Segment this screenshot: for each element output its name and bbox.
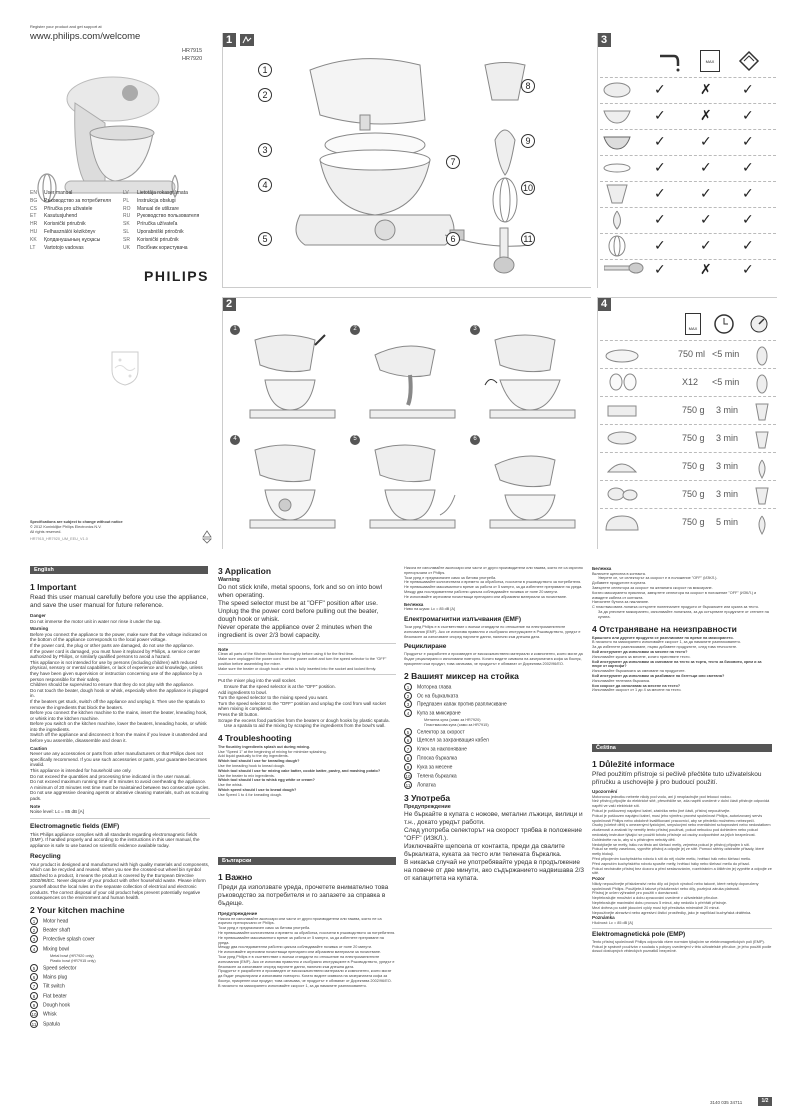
trouble-q: Кой инструмент да използвам за месене на тесто? xyxy=(592,649,688,654)
bowl-icon xyxy=(602,107,632,125)
flat-beater-icon xyxy=(604,183,630,205)
cloth-icon xyxy=(738,50,760,72)
cream-icon xyxy=(602,344,642,364)
caution-item: A minimum of 20 minutes rest time must be maintained between two consecutive cycles. xyxy=(30,784,210,790)
warning-item: If the power cord, the plug or other parts are damaged, do not use the appliance. xyxy=(30,642,194,648)
legal-block xyxy=(30,520,180,542)
part-row: 7 Tilt switch xyxy=(30,982,210,991)
lang-row[interactable]: CS Příručka pro uživatele xyxy=(30,205,93,212)
cake-icon xyxy=(602,400,642,420)
part-row: 11 Spatula xyxy=(31,1020,60,1027)
callout-2: 2 xyxy=(258,88,272,102)
trouble-a: В началото на миксирането използвайте скорост 1, за да намалите разплискването. xyxy=(592,640,741,645)
check-cell: ✓ xyxy=(654,237,666,253)
danger-title: Danger xyxy=(30,613,46,618)
warning-title: Warning xyxy=(218,577,240,583)
recycling-title: Recycling xyxy=(30,852,61,860)
step-3 xyxy=(470,325,585,425)
recycling-text: Продуктът е разработен и произведен от висококачествени материали и компоненти, които могат да бъдат рециклирани и използвани повторно. Когато видите символа на зачеркнатата кофа за боклук, прикрепен към продукт, това означава, че продуктът е обхванат от Директива 2002/96/ЕО. xyxy=(404,652,583,666)
check-cell: ✓ xyxy=(700,237,712,253)
danger-item: Do not immerse the motor unit in water nor rinse it under the tap. xyxy=(30,618,162,624)
step-item: С пластмасовата лопатка остъргете полепналите продукти от бъркалките или куката за тесто. xyxy=(592,605,760,610)
warning-item: Never operate the appliance over 2 minutes when the ingredient is over 2/3 bowl capacity. xyxy=(218,623,373,639)
lang-row[interactable]: SR Korisnički priručnik xyxy=(123,236,179,243)
step-2 xyxy=(350,325,465,425)
trouble-a: Use Speed 1 to 4 for kneading dough. xyxy=(218,792,282,797)
warning-item: Do not touch the beater, dough hook or whisk, especially when the appliance is plugged in. xyxy=(30,687,209,699)
callout-11: 11 xyxy=(521,232,535,246)
caution-title: Caution xyxy=(30,745,48,751)
step-item: Turn the speed selector to the mixing speed you want. xyxy=(218,695,329,701)
faucet-icon xyxy=(658,50,682,74)
step-6 xyxy=(470,435,585,535)
tool-column-icons xyxy=(750,344,774,540)
panel-3-number: 3 xyxy=(597,33,611,47)
time-cell: 3 min xyxy=(716,433,739,443)
max-label: MAX xyxy=(705,59,715,64)
trouble-a: Използвайте бъркалката за смесване на продуктите. xyxy=(592,669,686,674)
warning-item: В никакъв случай не употребявайте уреда в продължение на повече от две минути, ако съдържанието надвишава 2/3 от капацитета на купата. xyxy=(404,859,584,883)
trouble-q: Which speed should I use to knead dough? xyxy=(218,787,297,792)
check-cell: ✓ xyxy=(700,185,712,201)
warning-item: Children should be supervised to ensure that they do not play with the appliance. xyxy=(30,682,195,688)
callout-5: 5 xyxy=(258,232,272,246)
time-cell: <5 min xyxy=(712,377,740,387)
step-item: Add ingredients to bowl. xyxy=(218,689,268,695)
part-row: 2 Beater shaft xyxy=(30,926,210,935)
quantity-cell: 750 ml xyxy=(678,349,706,359)
english-bar: English xyxy=(30,566,208,574)
spatula-icon xyxy=(604,261,644,275)
timer-icon xyxy=(713,313,735,335)
section-title: 1 Важно xyxy=(218,872,253,882)
emf-text: This Philips appliance complies with all standards regarding electromagnetic fields (EMF). If handled properly and according to the instructions in this user manual, the appliance is safe to use based on scientific evidence available today. xyxy=(30,831,200,848)
bg-safety-text: Продуктът е разработен и произведен от висококачествени материали и компоненти, които могат да бъдат рециклирани и използвани повторно. Когато видите символа на зачеркнатата кофа за боклук, прикрепен към продукт, това означава, че продуктът е обхванат от Директива 2002/96/ЕО. xyxy=(218,969,392,983)
metal-bowl-icon xyxy=(602,133,632,151)
callout-8: 8 xyxy=(521,79,535,93)
trouble-a: Използвайте скорост от 1 до 4 за месене на тесто. xyxy=(592,688,682,693)
splash-cover-icon xyxy=(602,159,632,177)
caution-item: Přístroj je určen výhradně pro použití v domácnosti. xyxy=(592,891,679,896)
quantity-cell: 750 g xyxy=(682,461,705,471)
bg-item: Не превишавайте максималното време за работа от 5 минути, за да избегнете прегряване на уреда. xyxy=(404,585,583,590)
model-2: HR7920 xyxy=(182,56,203,62)
trouble-a: Use the kneading hook to knead dough. xyxy=(218,763,286,768)
language-list-right xyxy=(123,190,218,252)
warning-title: Предупреждение xyxy=(404,804,451,811)
lang-row[interactable]: KK Қолданушының нұсқасы xyxy=(30,236,101,243)
warning-item: Pokud je poškozen napájecí kabel, musí jeho výměnu provést společnost Philips, autorizovaný servis společnosti Philips nebo obdobně kvalifikovaní pracovníci, aby se předešlo možnému nebezpečí. xyxy=(592,813,763,823)
warning-item: Изключвайте щепсела от контакта, преди да свалите бъркалката, куката за тесто или телената бъркалка. xyxy=(404,843,565,859)
caution-item: Do not exceed maximum running time of 5 minutes to avoid overheating the appliance. xyxy=(30,779,207,785)
time-cell: 3 min xyxy=(716,461,739,471)
note-item: Hlučnost: Lc = 85 dB [A] xyxy=(592,920,633,925)
part-row: 3 Protective splash cover xyxy=(30,935,210,944)
check-cell: ✓ xyxy=(742,211,754,227)
warning-item: Before you connect the appliance to the power, make sure that the voltage indicated on the bottom of the appliance corresponds to the local power voltage. xyxy=(30,631,208,643)
time-cell: <5 min xyxy=(712,349,740,359)
dishwasher-icon xyxy=(700,50,720,72)
cover-page xyxy=(30,25,216,550)
section-title: 3 Употреба xyxy=(404,793,451,804)
part-row: 10 Whisk xyxy=(31,1011,57,1018)
warning-item: Osoby (včetně dětí) s omezenými fyzickými, smyslovými nebo mentálními schopnostmi nebo nedostatkem zkušeností a znalostí by neměly tento přístroj používat, pokud nebudou pod dohledem nebo pokud nedostaly instrukce týkající se použití tohoto přístroje od osoby zodpovědné za jejich bezpečnost. xyxy=(592,823,771,837)
register-line: Register your product and get support at xyxy=(30,24,102,29)
time-cell: 3 min xyxy=(716,405,739,415)
bulgarian-column xyxy=(218,868,396,989)
danger-title: Предупреждение xyxy=(218,911,258,916)
caution-item: Nepřekračujte množství a dobu zpracování uvedené v uživatelské příručce. xyxy=(592,896,719,901)
check-cell: ✓ xyxy=(654,159,666,175)
part-row: 6 Mains plug xyxy=(30,973,210,982)
compat-table xyxy=(600,77,776,277)
trouble-a: Use "Speed 1" at the beginning of mixing for minimize splashing. xyxy=(218,749,327,754)
quantity-cell: 750 g xyxy=(682,489,705,499)
trouble-q: Which tool should I use to whisk egg white or cream? xyxy=(218,778,315,783)
part-row: 6 Щепсел за захранващия кабел xyxy=(404,736,584,745)
quantity-cell: 750 g xyxy=(682,405,705,415)
check-cell: ✓ xyxy=(700,159,712,175)
step-item: Натиснете бутона за накланяне. xyxy=(592,600,650,605)
caution-item: Mezi dvěma po sobě jdoucími cykly musí být přestávka minimálně 20 minut. xyxy=(592,905,720,910)
bg-safety-text: Не превишавайте количествата и времето за обработка, посочени в ръководството за потребителя. xyxy=(218,930,396,935)
note-title: Бележка xyxy=(592,566,612,571)
check-cell: ✓ xyxy=(654,185,666,201)
speed-dial-icon xyxy=(748,313,770,335)
recycle-icon xyxy=(200,530,214,544)
egg-icon xyxy=(602,372,642,392)
bg-safety-text: Този уред Philips е в съответствие с всички стандарти по отношение на електромагнитните излъчвания (EMF). Ако се използва правилно и съобразно инструкциите в Ръководството, уредът е безопасен за използване според научните данни, налични към днешна дата. xyxy=(218,954,395,969)
check-cell: ✓ xyxy=(742,261,754,277)
lang-row[interactable]: BG Ръководство за потребителя xyxy=(30,197,111,204)
bg-safety-text: Не превишавайте максималното време за работа от 5 минути, за да избегнете прегряване на уреда. xyxy=(218,935,384,945)
emf-title: Електромагнитни излъчвания (EMF) xyxy=(404,615,522,623)
lang-row[interactable]: HU Felhasználói kézikönyv xyxy=(30,228,96,235)
check-cell: ✓ xyxy=(654,81,666,97)
bg-safety-text: Между два последователни работни цикъла соблюдавайте почивка от поне 20 минути. xyxy=(218,945,373,950)
check-cell: ✓ xyxy=(654,133,666,149)
warning-item: Before you switch on the kitchen machine, lower the beaters, kneading hooks, or whisk into the ingredients. xyxy=(30,721,207,732)
trouble-a: За да избегнете разплискване, първо добавете продуктите, след това течностите. xyxy=(592,645,738,650)
recycling-title: Рециклиране xyxy=(404,643,447,651)
emf-text: Този уред Philips е в съответствие с всички стандарти по отношение на електромагнитните излъчвания (EMF). Ако се използва правилно и съобразно инструкциите в Ръководството, уредът е безопасен за използване според научните данни, налични към днешна дата. xyxy=(404,624,581,639)
recycling-text: Your product is designed and manufactured with high quality materials and components, which can be recycled and reused. When you see the crossed-out wheel bin symbol attached to a product, it means the product is covered by the European Directive 2002/96/EC. Never dispose of your product with other household waste. Please inform yourself about the local rules on the separate collection of electrical and electronic products. The correct disposal of your old product helps prevent potentially negative consequences on the environment and human health. xyxy=(30,861,210,901)
panel-2-number: 2 xyxy=(222,297,236,311)
website-url[interactable]: www.philips.com/welcome xyxy=(30,30,141,42)
lang-row[interactable]: ET Kasutusjuhend xyxy=(30,213,78,220)
step-item: Use a spatula to aid the mixing by scraping the ingredients from the bowl's wall. xyxy=(224,723,386,729)
check-cell: ✓ xyxy=(742,237,754,253)
step-number: 2 xyxy=(350,325,360,335)
section-title: 4 Troubleshooting xyxy=(218,732,292,743)
danger-title: Upozornění xyxy=(592,789,618,794)
panel-1-exploded-view xyxy=(260,50,590,290)
trouble-q: Кой инструмент да използвам за разбиване на белтъци или сметана? xyxy=(592,673,725,678)
emf-title: Elektromagnetická pole (EMP) xyxy=(592,930,686,938)
callout-4: 4 xyxy=(258,178,272,192)
bread-icon xyxy=(602,512,642,534)
check-cell: ✓ xyxy=(654,211,666,227)
bg-item: Между два последователни работни цикъла соблюдавайте почивка от поне 20 минути. xyxy=(404,589,559,594)
section-intro: Преди да използвате уреда, прочетете внимателно това ръководство за потребителя и го запазете за справка в бъдеще. xyxy=(218,884,389,907)
check-cell: ✓ xyxy=(742,107,754,123)
bg-safety-text: Този уред е предназначен само за битова употреба. xyxy=(218,926,311,931)
part-row: 1 Motor head xyxy=(30,917,210,926)
panel-4-number: 4 xyxy=(597,297,611,311)
lang-row[interactable]: HR Korisnički priručnik xyxy=(30,221,86,228)
warning-item: Dohlédněte na to, aby si s přístrojem nehrály děti. xyxy=(592,837,676,842)
callout-7: 7 xyxy=(446,155,460,169)
section-title: 1 Important xyxy=(30,582,77,592)
trouble-q: Брашното или другите продукти се разплискват по време на миксирането. xyxy=(592,635,734,640)
model-1: HR7915 xyxy=(182,48,203,54)
caution-item: Never use any accessories or parts from other manufacturers or that Philips does not specifically recommend. If you use such accessories or parts, your guarantee becomes invalid. xyxy=(30,751,207,768)
bg-item: Никога не използвайте аксесоари или части от други производители или такива, които не са изрично препоръчани от Philips. xyxy=(404,566,583,575)
bulgarian-column-2 xyxy=(404,566,584,883)
bulgarian-bar: Български xyxy=(218,857,396,865)
note-item: Включете щепсела в контакта. xyxy=(592,571,646,576)
trouble-a: Add liquid gradually to the dry ingredients. xyxy=(218,754,289,759)
part-row: 4 Mixing bowl xyxy=(30,945,210,954)
step-number: 4 xyxy=(230,435,240,445)
warning-item: Nedotýkejte se metly, háku na těsto ani šlehací metly, zejména pokud je přístroj připojen k síti. xyxy=(592,842,750,847)
warning-item: Před zapnutím kuchyňského robotu spusťte metly, hnětací háky nebo šlehací metlu do přísad. xyxy=(592,861,750,866)
quantity-cell: 750 g xyxy=(682,433,705,443)
trouble-a: Използвайте куката за месене, когато приготвяте тесто. xyxy=(592,654,691,659)
trouble-q: Кой инструмент да използвам за смесване на тесто за торта, тесто за бисквити, крем и за пюре от картофи? xyxy=(592,659,762,669)
recipe-table xyxy=(600,340,776,545)
czech-bar: Čeština xyxy=(592,744,772,752)
callout-10: 10 xyxy=(522,183,533,193)
english-column xyxy=(30,578,210,1029)
step-item: Когато миксирането приключи, завъртете селектора на скорост в положение "OFF" (ИЗКЛ.) и извадете кабела от контакта. xyxy=(592,590,757,600)
caution-item: Nikdy nepoužívejte příslušenství nebo díly od jiných výrobců nebo takové, které nebyly doporučeny společností Philips. Použijete-li takové příslušenství nebo díly, pozbývá záruka platnosti. xyxy=(592,881,759,891)
bg-item: Този уред е предназначен само за битова употреба. xyxy=(404,575,497,580)
emf-text: Tento přístroj společnosti Philips odpovídá všem normám týkajícím se elektromagnetických polí (EMP). Pokud je správně používán v souladu s pokyny uvedenými v této uživatelské příručce, je jeho použití podle dosud dostupných vědeckých poznatků bezpečné. xyxy=(592,939,772,954)
caution-item: This appliance is intended for household use only. xyxy=(30,768,132,774)
warning-item: Unplug the the power cord before pulling out the beater, dough hook or whisk. xyxy=(218,607,379,623)
trouble-q: The flour/dry ingredients splash out during mixing. xyxy=(218,744,310,749)
callout-9: 9 xyxy=(521,134,535,148)
bg-item: Не превишавайте количествата и времето за обработка, посочени в ръководството за потребителя. xyxy=(404,580,582,585)
note-item: Make sure the beater or dough hook or whisk is fully inserted into the socket and locked firmly. xyxy=(218,666,377,671)
warning-item: След употреба селекторът на скорост трябва в положение "OFF" (ИЗКЛ.). xyxy=(404,827,582,843)
part-row: 1 Моторна глава xyxy=(404,683,584,692)
bg-safety-text: Никога не използвайте аксесоари или части от други производители или такива, които не са изрично препоръчани от Philips. xyxy=(218,916,382,926)
part-row: 7 Ключ за наклоняване xyxy=(404,745,584,754)
bowl-variant: Пластмасова купа (само за HR7915) xyxy=(424,722,489,727)
panel-1-number: 1 xyxy=(222,33,236,47)
trouble-a: Use the beater to mix ingredients. xyxy=(218,773,275,778)
warning-item: Pokud necháváte přístroj bez dozoru a před sestavováním, rozebíráním a čištěním jej vypněte a odpojte ze sítě. xyxy=(592,866,772,876)
part-row: 8 Flat beater xyxy=(30,992,210,1001)
part-row: 9 Кука за месене xyxy=(404,763,584,772)
part-row: 5 Селектор за скорост xyxy=(404,728,584,737)
part-row: 3 Предпазен капак против разплискване xyxy=(404,700,584,709)
part-row: 9 Dough hook xyxy=(30,1001,210,1010)
lang-row[interactable]: UK Посібник користувача xyxy=(123,244,188,251)
note-item: Make sure unplugged the power cord from the power outlet and turn the speed selector to the "OFF" position before assembling the mixer. xyxy=(218,656,387,666)
caution-title: Pozor xyxy=(592,876,605,882)
check-cell: ✓ xyxy=(742,185,754,201)
cookie-icon xyxy=(602,428,642,448)
callout-6: 6 xyxy=(446,232,460,246)
lang-row[interactable]: SL Uporabniški priročnik xyxy=(123,228,184,235)
trouble-q: Which tool should I use for kneading dough? xyxy=(218,759,300,764)
section-title: 1 Důležité informace xyxy=(592,759,675,769)
step-item: Press the tilt button. xyxy=(218,711,259,717)
part-row: 2 Ос на бъркалката xyxy=(404,692,584,701)
mixer-head-icon xyxy=(602,81,632,99)
warning-item: Switch off the appliance and disconnect it from the mains if you leave it unattended and before you assemble, disassemble and clean it. xyxy=(30,732,208,744)
czech-column xyxy=(592,755,772,954)
section-title: 2 Your kitchen machine xyxy=(30,904,125,915)
note-item: Noise level: Lc = 85 dB [A] xyxy=(30,809,85,815)
note-title: Note xyxy=(30,803,41,809)
bulgarian-column-3 xyxy=(592,566,772,693)
step-item: Ensure that the speed selector is at the "OFF" position. xyxy=(224,683,336,689)
section-title: 3 Application xyxy=(218,566,272,576)
bg-safety-text: В началото на миксирането използвайте скорост 1, за да намалите разплискването. xyxy=(218,983,367,988)
check-cell: ✓ xyxy=(742,159,754,175)
philips-shield-icon xyxy=(110,350,140,386)
callout-1: 1 xyxy=(258,63,272,77)
step-number: 5 xyxy=(350,435,360,445)
step-item: Scrape the excess food particles from the beaters or dough hooks by plastic spatula. xyxy=(218,717,390,723)
quantity-cell: X12 xyxy=(682,377,699,387)
bowl-variant: Метална купа (само за HR7920) xyxy=(424,718,481,723)
whisk-icon xyxy=(604,235,630,257)
check-cell: ✗ xyxy=(700,261,712,277)
warning-item: Pokud se metly zaseknou, vypněte přístroj a odpojte jej ze sítě. Pomocí stěrky odstraňte přísady, které metly blokují. xyxy=(592,847,764,857)
lang-row[interactable]: SK Príručka užívateľa xyxy=(123,221,178,228)
warning-item: If the beaters get stuck, switch off the appliance and unplug it. Then use the spatula to remove the ingredients that block the beaters. xyxy=(30,698,205,710)
trouble-q: Коя скорост да използвам за месене на тесто? xyxy=(592,683,681,688)
part-row: 8 Плоска бъркалка xyxy=(404,754,584,763)
bg-safety-text: Не използвайте агресивни почистващи препарати или абразивни материали за почистване. xyxy=(218,950,382,955)
lang-row[interactable]: RO Manual de utilizare xyxy=(123,205,179,212)
step-number: 6 xyxy=(470,435,480,445)
footer-code: 3140 035 34711 xyxy=(710,1100,743,1105)
bowl-variant: Plastic bowl (HR7915 only) xyxy=(50,958,96,963)
quantity-cell: 750 g xyxy=(682,517,705,527)
step-item: За да улесните миксирането, използвайте лопатката, за да остъргвате продуктите от стените на купата. xyxy=(598,609,769,619)
section-title: 4 Отстраняване на неизправности xyxy=(592,623,737,634)
trouble-a: Използвайте телената бъркалка. xyxy=(592,678,651,683)
legal-line: © 2012 Koninklijke Philips Electronics N.V. xyxy=(30,524,102,529)
warning-item: Before you connect the kitchen machine to the mains, insert the beater, kneading hook, or whisk into the kitchen machine. xyxy=(30,710,208,721)
note-item: Clean all parts of the Kitchen Machine thoroughly before using it for the first time. xyxy=(218,652,354,657)
step-4 xyxy=(230,435,345,535)
caution-item: Nepřekračujte maximální dobu provozu 5 minut, aby nedošlo k přehřátí přístroje. xyxy=(592,900,728,905)
pastry-icon xyxy=(602,456,642,476)
noise-level: Ниво на шума: Lc = 85 dB [A] xyxy=(404,607,455,612)
caution-item: Do not use aggressive cleaning agents or abrasive cleaning materials, such as scouring pads. xyxy=(30,790,209,801)
lang-row[interactable]: LV Lietotāja rokasgrāmata xyxy=(123,190,188,196)
note-title: Note xyxy=(218,646,229,652)
time-cell: 3 min xyxy=(716,489,739,499)
check-cell: ✓ xyxy=(742,133,754,149)
step-item: Put the mixer plug into the wall socket. xyxy=(218,678,297,684)
section-title: 2 Вашият миксер на стойка xyxy=(404,670,519,681)
check-cell: ✓ xyxy=(700,211,712,227)
time-cell: 5 min xyxy=(716,517,739,527)
legal-line: All rights reserved. xyxy=(30,529,62,534)
check-cell: ✓ xyxy=(654,107,666,123)
warning-item: This appliance is not intended for use by persons (including children) with reduced physical, sensory or mental capabilities, or lack of experience and knowledge, unless they have been given supervision or instruction concerning use of the appliance by a person responsible for their safety. xyxy=(30,659,203,682)
warning-item: Než přístroj připojíte do elektrické sítě, přesvědčte se, zda napětí uvedené v dolní části přístroje odpovídá napětí ve vaší elektrické síti. xyxy=(592,799,770,809)
trouble-a: Use the whisk. xyxy=(218,783,243,788)
part-row: 4 Купа за миксиране xyxy=(404,709,584,718)
lang-row[interactable]: RU Руководство пользователя xyxy=(123,213,200,220)
warning-item: Před připojením kuchyňského robotu k síti do něj vložte metlu, hnětací hák nebo šlehací metlu. xyxy=(592,856,752,861)
check-cell: ✗ xyxy=(700,107,712,123)
step-number: 3 xyxy=(470,325,480,335)
warning-item: The speed selector must be at "OFF" position after use. xyxy=(218,599,378,607)
section-intro: Před použitím přístroje si pečlivě přečtěte tuto uživatelskou příručku a uschovejte ji pro budoucí použití. xyxy=(592,771,762,786)
legal-line: Specifications are subject to change without notice xyxy=(30,520,123,524)
part-row: 5 Speed selector xyxy=(30,964,210,973)
warning-item: Не бъркайте в купата с ножове, метални лъжици, вилици и т.н., докато уредът работи. xyxy=(404,811,583,827)
model-list xyxy=(182,47,202,63)
max-label: MAX xyxy=(688,326,698,331)
dough-hook-icon xyxy=(604,209,630,231)
potato-icon xyxy=(602,484,642,504)
language-list-left xyxy=(30,190,120,252)
trouble-q: Which tool should I use for mixing cake batter, cookie batter, pastry, and mashing potato? xyxy=(218,768,381,773)
step-item: Завъртете селектора за скорост на желаната скорост на миксиране. xyxy=(592,585,713,590)
step-item: Добавете продуктите в купата. xyxy=(592,581,647,586)
warning-item: Do not stick knife, metal spoons, fork and so on into bowl when operating. xyxy=(218,583,383,599)
check-cell: ✓ xyxy=(654,261,666,277)
legal-code: HR7915_HR7920_UM_EEU_V1.0 xyxy=(30,537,88,542)
step-1 xyxy=(230,325,345,425)
part-row: 11 Лопатка xyxy=(405,781,436,788)
max-badge xyxy=(685,313,701,335)
warning-title: Warning xyxy=(30,626,49,632)
caution-item: Do not exceed the quantities and processing time indicated in the user manual. xyxy=(30,773,191,779)
note-title: Бележка xyxy=(404,601,424,607)
warning-item: If the power cord is damaged, you must have it replaced by Philips, a service center authorized by Philips, or similarly qualified persons to avoid a hazard. xyxy=(30,648,201,660)
check-cell: ✓ xyxy=(700,133,712,149)
step-item: Turn the speed selector to the "OFF" position and unplug the cord from wall socket when mixing is completed. xyxy=(218,700,386,712)
step-5 xyxy=(350,435,465,535)
part-row: 10 Телена бъркалка xyxy=(405,773,457,780)
warning-item: Pokud je poškozený napájecí kabel, zástrčka nebo jiné části, přístroj nepoužívejte. xyxy=(592,808,731,813)
warning-item: Motorovou jednotku neberte nikdy pod vodu, ani ji neoplachujte pod tekoucí vodou. xyxy=(592,794,732,799)
note-title: Poznámka xyxy=(592,915,615,921)
lang-row[interactable]: LT Vartotojo vadovas xyxy=(30,244,84,251)
check-cell: ✗ xyxy=(700,81,712,97)
section-intro: Read this user manual carefully before you use the appliance, and save the user manual for future reference. xyxy=(30,594,209,609)
philips-logo: PHILIPS xyxy=(144,268,209,284)
application-column xyxy=(218,566,396,797)
step-item: Уверете се, че селекторът за скорост е в положение "OFF" (ИЗКЛ.). xyxy=(598,576,718,581)
caution-item: Nepoužívejte abrazivní nebo agresivní čisticí prostředky, jako je například kuchyňská drátěnka. xyxy=(592,910,752,915)
emf-title: Electromagnetic fields (EMF) xyxy=(30,822,120,830)
check-cell: ✓ xyxy=(742,81,754,97)
bowl-variant: Metal bowl (HR7920 only) xyxy=(50,954,94,959)
callout-3: 3 xyxy=(258,143,272,157)
lang-row[interactable]: EN User manual xyxy=(30,190,73,196)
step-number: 1 xyxy=(230,325,240,335)
bg-item: Не използвайте агресивни почистващи препарати или абразивни материали за почистване. xyxy=(404,594,568,599)
lang-row[interactable]: PL Instrukcja obsługi xyxy=(123,197,176,204)
page-number: 1/2 xyxy=(758,1097,772,1106)
step-grid xyxy=(230,325,590,545)
